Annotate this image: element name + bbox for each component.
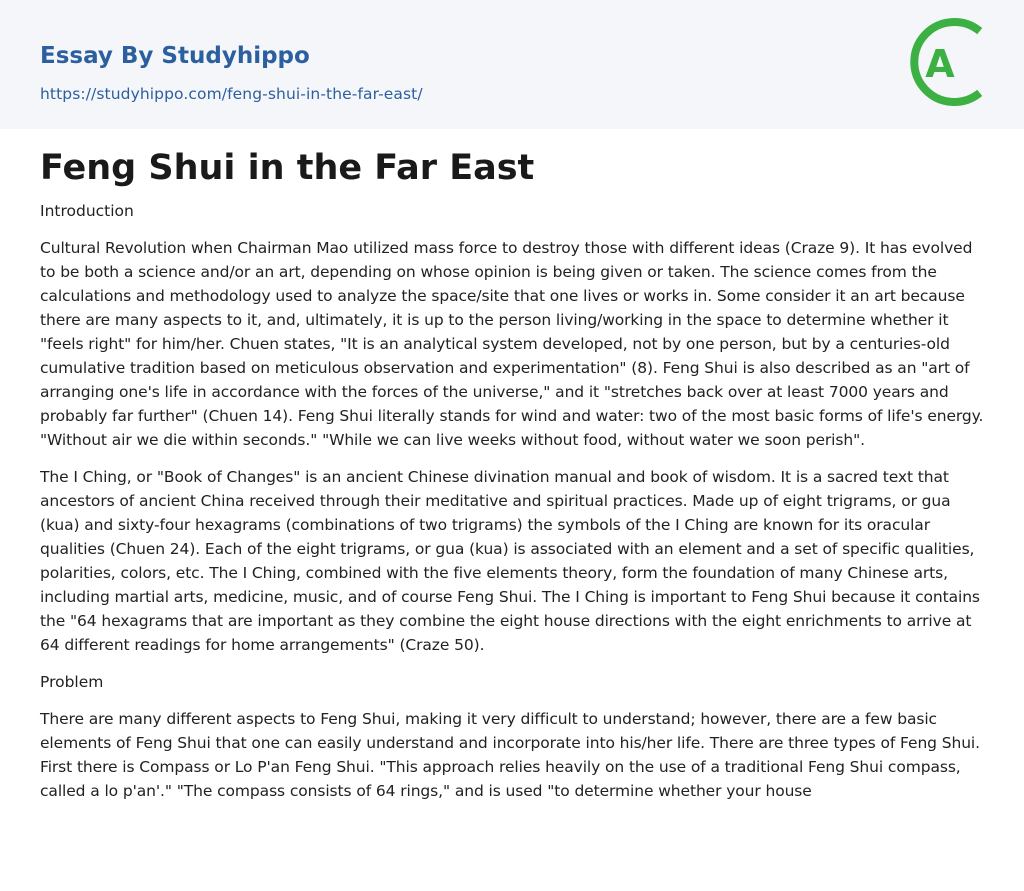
brand-title: Essay By Studyhippo: [40, 43, 310, 69]
logo-letter: A: [925, 42, 955, 86]
paragraph-problem-1: There are many different aspects to Feng Shui, making it very difficult to understand; however, there are a few basic elements of Feng Shui that one can easily understand and incorporate into his/her life. There are three types of Feng Shui. First there is Compass or Lo P'an Feng Shui. "This approach relies heavily on the use of a traditional Feng Shui compass, called a lo p'an'." "The compass consists of 64 rings," and is used "to determine whether your house: [40, 710, 980, 800]
section-heading-introduction: Introduction: [40, 202, 134, 220]
source-url-link[interactable]: https://studyhippo.com/feng-shui-in-the-far-east/: [40, 85, 423, 103]
essay-content: [40, 140, 986, 803]
paragraph-introduction-1: Cultural Revolution when Chairman Mao utilized mass force to destroy those with different ideas (Craze 9). It has evolved to be both a science and/or an art, depending on whose opinion is being given or taken. The science comes from the calculations and methodology used to analyze the space/site that one lives or works in. Some consider it an art because there are many aspects to it, and, ultimately, it is up to the person living/working in the space to determine whether it "feels right" for him/her. Chuen states, "It is an analytical system developed, not by one person, but by a centuries-old cumulative tradition based on meticulous observation and experimentation" (8). Feng Shui is also described as an "art of arranging one's life in accordance with the forces of the universe," and it "stretches back over at least 7000 years and probably far further" (Chuen 14). Feng Shui literally stands for wind and water: two of the most basic forms of life's energy. "Without air we die within seconds." "While we can live weeks without food, without water we soon perish".: [40, 239, 984, 449]
paragraph-introduction-2: The I Ching, or "Book of Changes" is an ancient Chinese divination manual and book of wisdom. It is a sacred text that ancestors of ancient China received through their meditative and spiritual practices. Made up of eight trigrams, or gua (kua) and sixty-four hexagrams (combinations of two trigrams) the symbols of the I Ching are known for its oracular qualities (Chuen 24). Each of the eight trigrams, or gua (kua) is associated with an element and a set of specific qualities, polarities, colors, etc. The I Ching, combined with the five elements theory, form the foundation of many Chinese arts, including martial arts, medicine, music, and of course Feng Shui. The I Ching is important to Feng Shui because it contains the "64 hexagrams that are important as they combine the eight house directions with the eight enrichments to arrive at 64 different readings for home arrangements" (Craze 50).: [40, 468, 980, 654]
site-header: [0, 0, 1024, 129]
section-heading-problem: Problem: [40, 673, 104, 691]
studyhippo-logo-icon: [902, 15, 990, 109]
essay-title: Feng Shui in the Far East: [40, 148, 535, 188]
